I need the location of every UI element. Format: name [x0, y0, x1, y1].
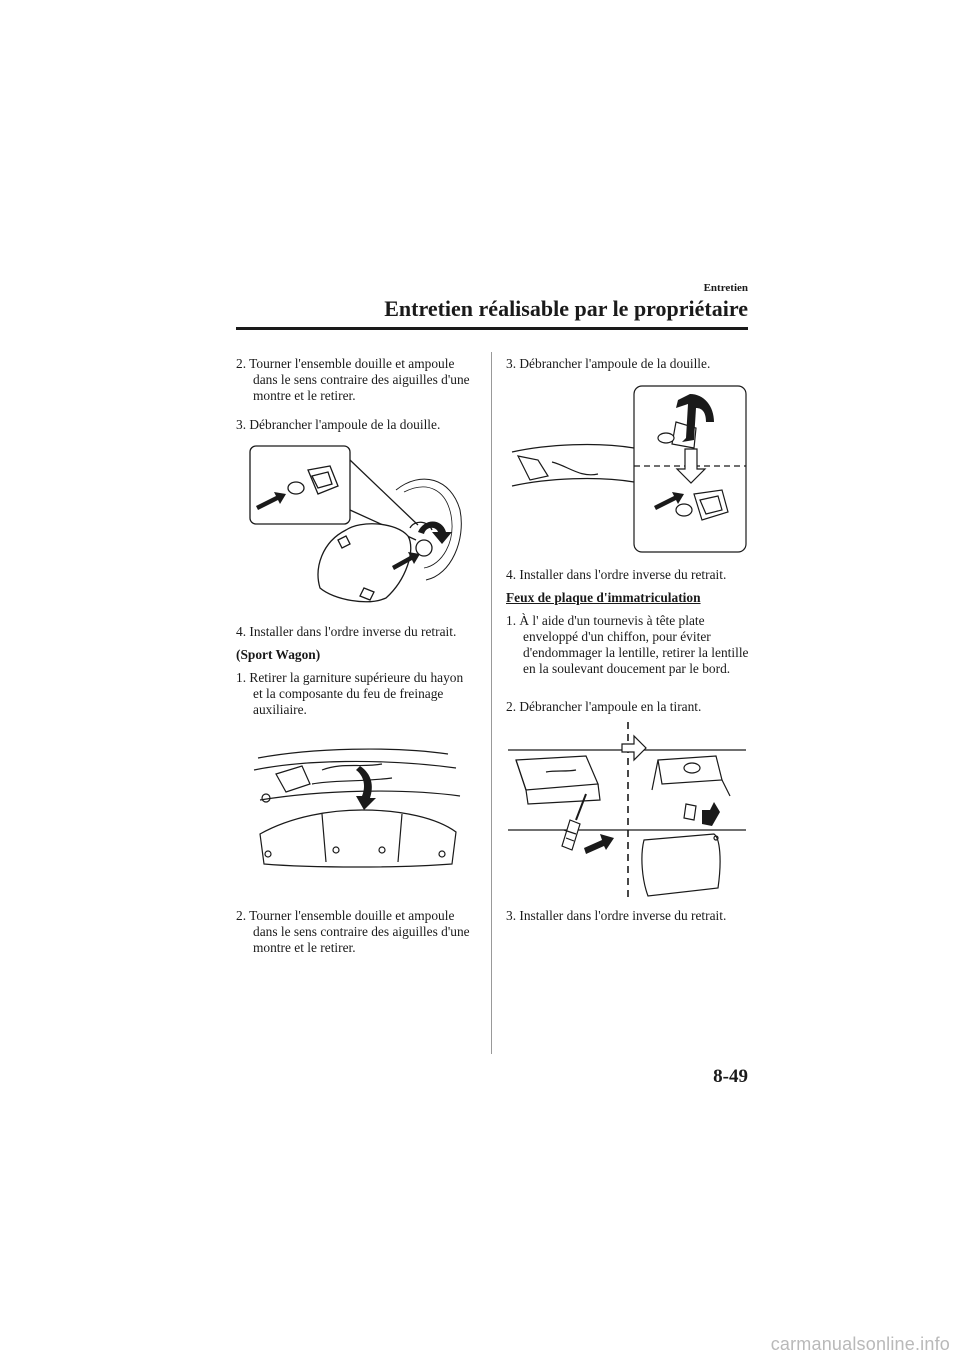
step-text: 3. Installer dans l'ordre inverse du retrait. [506, 908, 727, 923]
heading-license-plate: Feux de plaque d'immatriculation [506, 590, 701, 605]
left-step-2-again [236, 908, 476, 956]
section-title: Entretien réalisable par le propriétaire [384, 296, 748, 321]
arrow-left-icon [256, 492, 286, 510]
arrow-right-icon [584, 834, 614, 854]
subheading-sport-wagon: (Sport Wagon) [236, 647, 321, 662]
right-step-4 [506, 567, 750, 583]
right-step-2 [506, 699, 750, 715]
step-text: 2. Tourner l'ensemble douille et ampoule dans le sens contraire des aiguilles d'une montre et le retirer. [236, 908, 470, 955]
right-step-1 [506, 613, 750, 677]
left-step-3 [236, 417, 476, 433]
arrow-right-icon [622, 736, 646, 760]
page-number: 8-49 [713, 1066, 748, 1087]
footer-watermark: carmanualsonline.info [770, 1334, 950, 1354]
bulb-disconnect-figure [508, 382, 748, 554]
liftgate-trim-figure [252, 740, 464, 870]
step-text: 3. Débrancher l'ampoule de la douille. [236, 417, 441, 432]
chapter-label: Entretien [703, 282, 748, 294]
right-heading [506, 590, 750, 606]
license-lamp-figure [506, 720, 750, 902]
step-text: 1. À l' aide d'un tournevis à tête plate enveloppé d'un chiffon, pour éviter d'endommager la lentille, retirer la lentille en la soulevant doucement par le bord. [506, 613, 749, 676]
left-subheading [236, 647, 476, 663]
step-text: 4. Installer dans l'ordre inverse du retrait. [236, 624, 457, 639]
column-divider [491, 352, 492, 1054]
arrow-down-icon [356, 766, 376, 810]
left-step-1 [236, 670, 476, 718]
right-step-3-install [506, 908, 750, 924]
header-rule [236, 327, 748, 330]
step-text: 4. Installer dans l'ordre inverse du retrait. [506, 567, 727, 582]
left-step-2 [236, 356, 476, 404]
arrow-down-icon [702, 802, 720, 826]
socket-removal-figure [246, 440, 468, 612]
step-text: 2. Débrancher l'ampoule en la tirant. [506, 699, 702, 714]
step-text: 1. Retirer la garniture supérieure du hayon et la composante du feu de freinage auxiliaire. [236, 670, 464, 717]
step-text: 2. Tourner l'ensemble douille et ampoule dans le sens contraire des aiguilles d'une montre et le retirer. [236, 356, 470, 403]
right-step-3 [506, 356, 750, 372]
step-text: 3. Débrancher l'ampoule de la douille. [506, 356, 711, 371]
left-step-4 [236, 624, 476, 640]
